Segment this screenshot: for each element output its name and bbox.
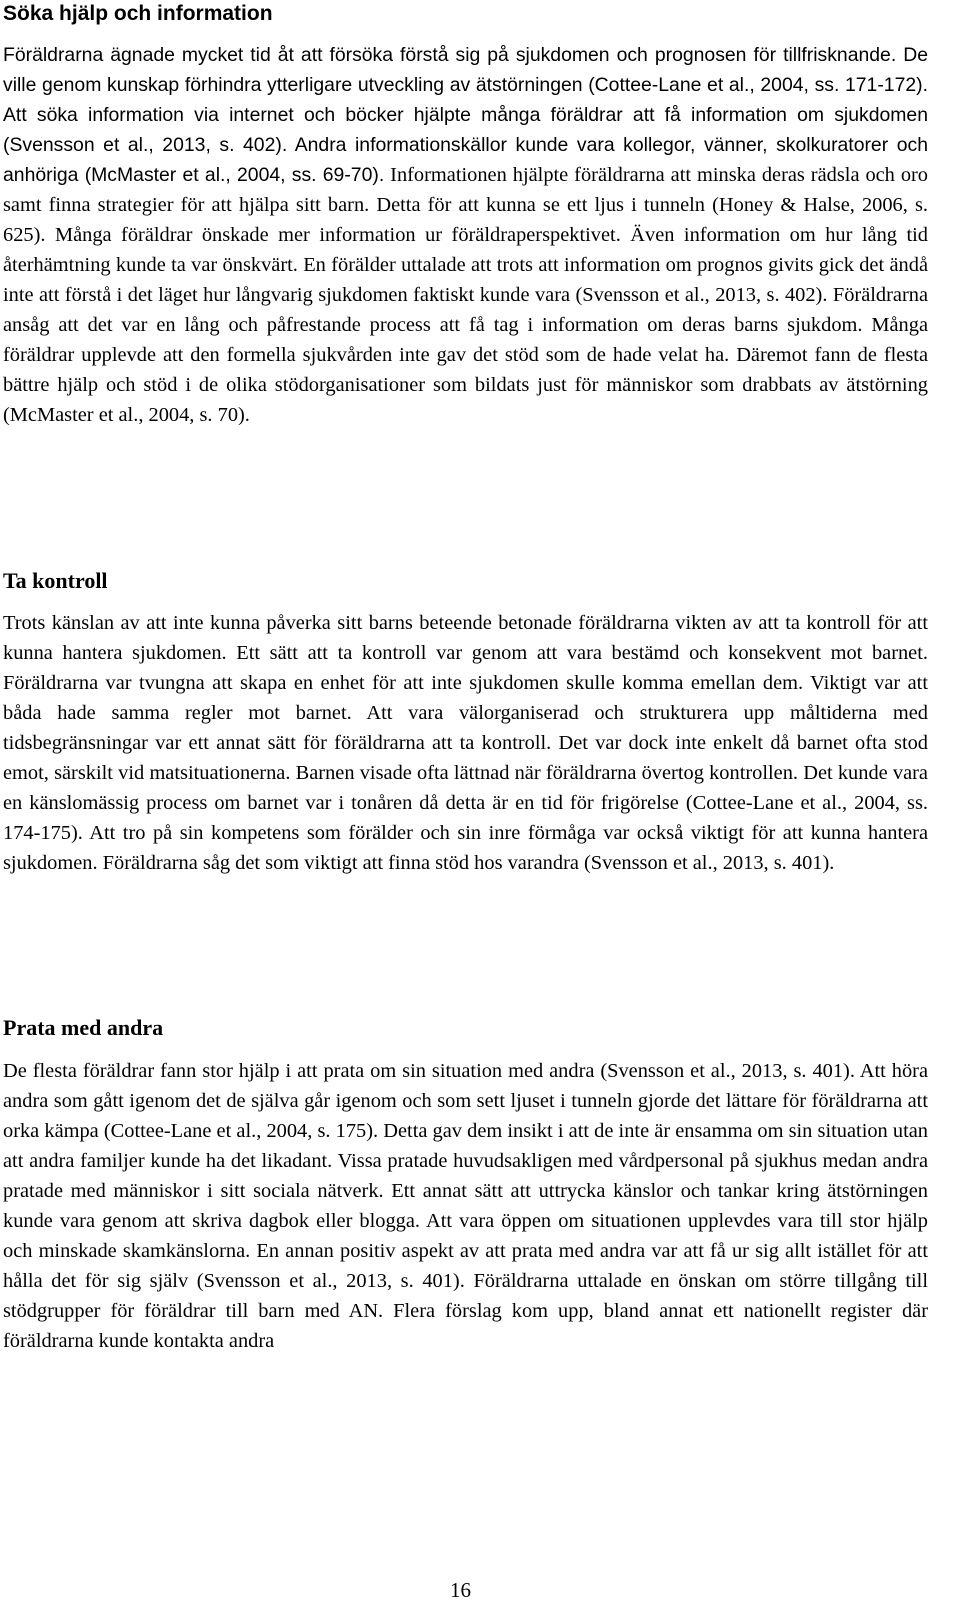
section-paragraph-soka-hjalp bbox=[3, 40, 928, 430]
section-paragraph-prata-med-andra: De flesta föräldrar fann stor hjälp i att prata om sin situation med andra (Svensson et al., 2013, s. 401). Att höra andra som gått igenom det de själva går igenom och som sett ljuset i tunneln gjorde det lättare för föräldrarna att orka kämpa (Cottee-Lane et al., 2004, s. 175). Detta gav dem insikt i att de inte är ensamma om sin situation utan att andra familjer kunde ha det likadant. Vissa pratade huvudsakligen med vårdpersonal på sjukhus medan andra pratade med människor i sitt sociala nätverk. Ett annat sätt att uttrycka känslor och tankar kring ätstörningen kunde vara genom att skriva dagbok eller blogga. Att vara öppen om situationen upplevdes vara till stor hjälp och minskade skamkänslorna. En annan positiv aspekt av att prata med andra var att få ur sig allt istället för att hålla det för sig själv (Svensson et al., 2013, s. 401). Föräldrarna uttalade en önskan om större tillgång till stödgrupper för föräldrar till barn med AN. Flera förslag kom upp, bland annat ett nationellt register där föräldrarna kunde kontakta andra bbox=[3, 1060, 928, 1352]
section-paragraph-ta-kontroll: Trots känslan av att inte kunna påverka sitt barns beteende betonade föräldrarna vikten av att ta kontroll för att kunna hantera sjukdomen. Ett sätt att ta kontroll var genom att vara bestämd och konsekvent mot barnet. Föräldrarna var tvungna att skapa en enhet för att inte sjukdomen skulle komma emellan dem. Viktigt var att båda hade samma regler mot barnet. Att vara välorganiserad och strukturera upp måltiderna med tidsbegränsningar var ett annat sätt för föräldrarna att ta kontroll. Det var dock inte enkelt då barnet ofta stod emot, särskilt vid matsituationerna. Barnen visade ofta lättnad när föräldrarna övertog kontrollen. Det kunde vara en känslomässig process om barnet var i tonåren då detta är en tid för frigörelse (Cottee-Lane et al., 2004, ss. 174-175). Att tro på sin kompetens som förälder och sin inre förmåga var också viktigt för att kunna hantera sjukdomen. Föräldrarna såg det som viktigt att finna stöd hos varandra (Svensson et al., 2013, s. 401). bbox=[3, 612, 928, 874]
section-heading-soka-hjalp: Söka hjälp och information bbox=[3, 2, 273, 25]
page-number: 16 bbox=[450, 1578, 471, 1602]
section-heading-prata-med-andra: Prata med andra bbox=[3, 1015, 164, 1040]
paragraph-segment-serif: Informationen hjälpte föräldrarna att minska deras rädsla och oro samt finna strategier för att hjälpa sitt barn. Detta för att kunna se ett ljus i tunneln (Honey & Halse, 2006, s. 625). Många föräldrar önskade mer information ur föräldraperspektivet. Även information om hur lång tid återhämtning kunde ta var önskvärt. En förälder uttalade att trots att information om prognos givits gick det ändå inte att förstå i det läget hur långvarig sjukdomen faktiskt kunde vara (Svensson et al., 2013, s. 402). Föräldrarna ansåg att det var en lång och påfrestande process att få tag i information om deras barns sjukdom. Många föräldrar upplevde att den formella sjukvården inte gav det stöd som de hade velat ha. Däremot fann de flesta bättre hjälp och stöd i de olika stödorganisationer som bildats just för människor som drabbats av ätstörning (McMaster et al., 2004, s. 70). bbox=[3, 164, 929, 426]
section-heading-ta-kontroll: Ta kontroll bbox=[3, 568, 108, 593]
paragraph-segment-sans: Föräldrarna ägnade mycket tid åt att försöka förstå sig på sjukdomen och prognosen för tillfrisknande. De ville genom kunskap förhindra ytterligare utveckling av ätstörningen (Cottee-Lane et al., 2004, ss. 171-172). Att söka information via internet och böcker hjälpte många föräldrar att få information om sjukdomen (Svensson et al., 2013, s. 402). Andra informationskällor kunde vara kollegor, vänner, skolkuratorer och anhöriga (McMaster et al., 2004, ss. 69-70). bbox=[3, 44, 928, 186]
